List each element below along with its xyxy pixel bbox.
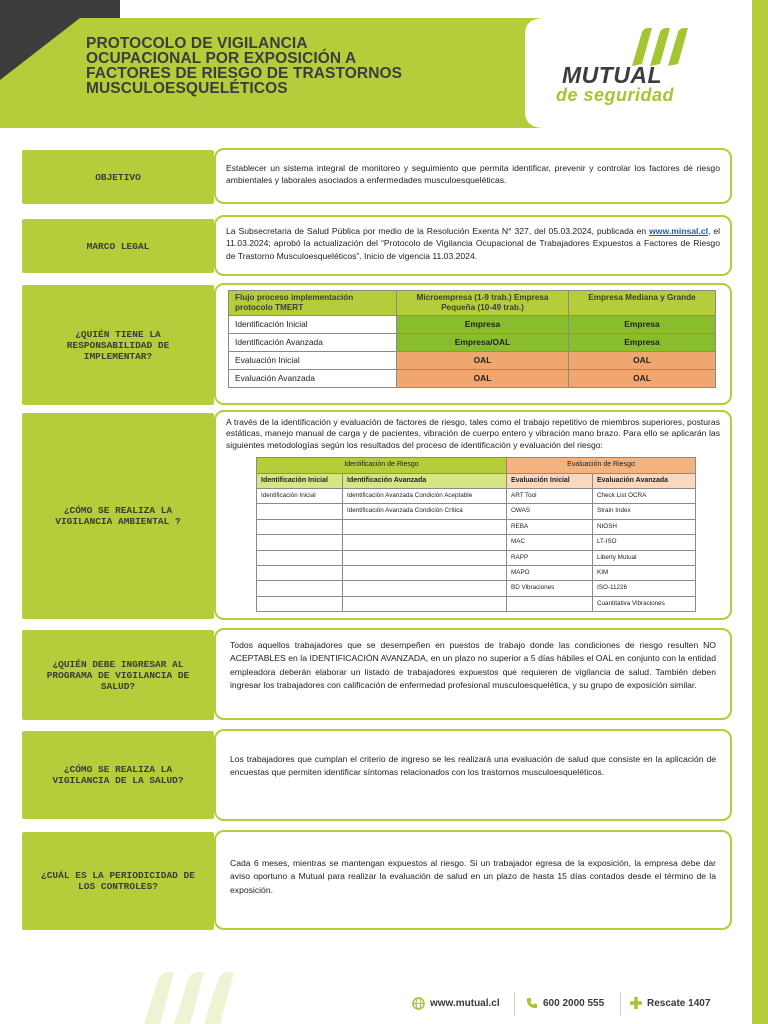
- table-cell: [257, 596, 343, 611]
- table-cell: REBA: [507, 519, 593, 534]
- table-group-header: Evaluación de Riesgo: [507, 458, 696, 473]
- table-cell: OAL: [397, 370, 569, 388]
- table-cell: [343, 581, 507, 596]
- section-box-ingreso: [214, 628, 732, 720]
- minsal-link[interactable]: www.minsal.cl: [649, 226, 708, 236]
- table-cell: [257, 566, 343, 581]
- table-cell: Cuantitativa Vibraciones: [593, 596, 696, 611]
- logo-subtitle: de seguridad: [556, 85, 675, 105]
- table-cell: ISO-11226: [593, 581, 696, 596]
- table-cell: BD Vibraciones: [507, 581, 593, 596]
- vigilancia-ambiental-text: A través de la identificación y evaluación de factores de riesgo, tales como el trabajo repetitivo de miembros superiores, posturas estáticas, manejo manual de carga y de pacientes, vibración de cuerpo entero y vibración mano brazo. Para ello se aplicarán las siguientes metodologías según los resultados del proceso de identificación y evaluación del riesgo:: [226, 417, 720, 450]
- section-box-vigilancia-salud: [214, 729, 732, 821]
- table-header-cell: Identificación Avanzada: [343, 473, 507, 488]
- table-row: [257, 535, 696, 550]
- table-cell: Empresa: [569, 316, 716, 334]
- table-cell: Identificación Avanzada Condición Aceptable: [343, 489, 507, 504]
- footer: [0, 990, 768, 1020]
- table-row: [229, 352, 716, 370]
- marco-legal-text-end: , el 11.03.2024; aprobó la actualización del “Protocolo de Vigilancia Ocupacional de Trabajadores Expuestos a Factores de Riesgo de Trastorno Musculoesqueléticos”. Inicio de vigencia 11.03.2024.: [226, 226, 721, 261]
- table-cell: LT-ISO: [593, 535, 696, 550]
- footer-web-label: www.mutual.cl: [430, 998, 500, 1009]
- table-row: [257, 489, 696, 504]
- table-cell: [257, 519, 343, 534]
- table-cell: MAPO: [507, 566, 593, 581]
- table-cell: Empresa/OAL: [397, 334, 569, 352]
- table-cell: Identificación Inicial: [257, 489, 343, 504]
- table-row: [257, 519, 696, 534]
- title-line: FACTORES DE RIESGO DE TRASTORNOS: [86, 65, 403, 82]
- table-cell: Evaluación Inicial: [229, 352, 397, 370]
- table-cell: Identificación Inicial: [229, 316, 397, 334]
- table-cell: MAC: [507, 535, 593, 550]
- footer-web[interactable]: [412, 997, 500, 1010]
- table-cell: Empresa: [397, 316, 569, 334]
- table-header-cell: Microempresa (1-9 trab.) Empresa Pequeña (10-49 trab.): [397, 291, 569, 316]
- table-cell: [257, 581, 343, 596]
- table-row: [257, 596, 696, 611]
- table-cell: OAL: [569, 352, 716, 370]
- table-cell: [343, 596, 507, 611]
- marco-legal-text-start: La Subsecretaria de Salud Pública por medio de la Resolución Exenta N° 327, del 05.03.2024, publicada en: [226, 226, 650, 236]
- table-row: [229, 370, 716, 388]
- table-cell: OWAS: [507, 504, 593, 519]
- table-cell: Strain Index: [593, 504, 696, 519]
- section-label-objetivo: OBJETIVO: [22, 150, 214, 204]
- globe-icon: [412, 997, 425, 1010]
- section-label-vigilancia-ambiental: ¿CÓMO SE REALIZA LA VIGILANCIA AMBIENTAL ?: [22, 413, 214, 619]
- section-box-responsabilidad: [214, 283, 732, 405]
- section-label-periodicidad: ¿CUÁL ES LA PERIODICIDAD DE LOS CONTROLES?: [22, 832, 214, 930]
- title-line: MUSCULOESQUELÉTICOS: [86, 80, 288, 97]
- phone-icon: [526, 997, 538, 1009]
- plus-icon: [630, 997, 642, 1009]
- table-cell: [257, 504, 343, 519]
- table-cell: Empresa: [569, 334, 716, 352]
- table-cell: KIM: [593, 566, 696, 581]
- table-header-cell: Evaluación Avanzada: [593, 473, 696, 488]
- table-cell: Identificación Avanzada Condición Crítica: [343, 504, 507, 519]
- table-cell: [343, 519, 507, 534]
- table-cell: [343, 535, 507, 550]
- table-row: [257, 581, 696, 596]
- methodology-table: [256, 457, 696, 612]
- logo-wordmark: MUTUAL: [562, 62, 663, 88]
- marco-legal-text: [226, 225, 720, 262]
- section-box-periodicidad: [214, 830, 732, 930]
- table-row: [257, 550, 696, 565]
- page-title: [86, 36, 426, 96]
- footer-phone-label: 600 2000 555: [543, 997, 605, 1009]
- objetivo-text: Establecer un sistema integral de monitoreo y seguimiento que permita identificar, prevenir y controlar los factores de riesgo ambientales y laborales asociados a enfermedades musculoesqueléticas.: [226, 163, 720, 186]
- table-header-cell: Identificación Inicial: [257, 473, 343, 488]
- table-row: [257, 566, 696, 581]
- footer-rescate[interactable]: [630, 997, 710, 1009]
- table-row: [257, 504, 696, 519]
- table-cell: Evaluación Avanzada: [229, 370, 397, 388]
- title-line: OCUPACIONAL POR EXPOSICIÓN A: [86, 50, 357, 67]
- table-cell: Check List OCRA: [593, 489, 696, 504]
- table-cell: OAL: [569, 370, 716, 388]
- table-header-cell: Empresa Mediana y Grande: [569, 291, 716, 316]
- footer-rescate-label: Rescate 1407: [647, 997, 711, 1009]
- footer-divider: [514, 992, 515, 1016]
- table-cell: [343, 550, 507, 565]
- section-label-responsabilidad: ¿QUIÉN TIENE LA RESPONSABILIDAD DE IMPLEMENTAR?: [22, 285, 214, 405]
- table-row: [229, 334, 716, 352]
- responsibility-table: [228, 290, 716, 388]
- section-label-vigilancia-salud: ¿CÓMO SE REALIZA LA VIGILANCIA DE LA SALUD?: [22, 731, 214, 819]
- footer-phone[interactable]: [526, 997, 604, 1009]
- table-header-cell: Flujo proceso implementación protocolo TMERT: [229, 291, 397, 316]
- table-group-header: Identificación de Riesgo: [257, 458, 507, 473]
- table-cell: [343, 566, 507, 581]
- table-cell: RAPP: [507, 550, 593, 565]
- table-cell: OAL: [397, 352, 569, 370]
- vigilancia-salud-text: Los trabajadores que cumplan el criterio de ingreso se les realizará una evaluación de salud que consiste en la aplicación de encuestas que permiten identificar síntomas relacionados con los trastornos musculoesqueléticos.: [230, 754, 716, 778]
- table-cell: [507, 596, 593, 611]
- section-label-marco-legal: MARCO LEGAL: [22, 219, 214, 273]
- ingreso-text: Todos aquellos trabajadores que se desempeñen en puestos de trabajo donde las condiciones de riesgo resulten NO ACEPTABLES en la IDENTIFICACIÓN AVANZADA, en un plazo no superior a 5 días hábiles el OAL en conjunto con la entidad empleadora deberán elaborar un listado de trabajadores expuestos que requieren de vigilancia de salud. También deben ingresar los trabajadores con calificación de enfermedad profesional musculoesquelética, y su grupo de exposición similar.: [230, 640, 716, 691]
- periodicidad-text: Cada 6 meses, mientras se mantengan expuestos al riesgo. Si un trabajador egresa de la exposición, la empresa debe dar aviso oportuno a Mutual para realizar la evaluación de salud en un plazo de hasta 15 días contados desde el término de la exposición.: [230, 858, 716, 895]
- table-header-row: [229, 291, 716, 316]
- table-cell: [257, 550, 343, 565]
- section-box-marco-legal: [214, 215, 732, 276]
- table-cell: ART Tool: [507, 489, 593, 504]
- table-cell: NIOSH: [593, 519, 696, 534]
- section-label-ingreso: ¿QUIÉN DEBE INGRESAR AL PROGRAMA DE VIGILANCIA DE SALUD?: [22, 630, 214, 720]
- table-header-row: [257, 473, 696, 488]
- title-line: PROTOCOLO DE VIGILANCIA: [86, 35, 308, 52]
- section-box-objetivo: [214, 148, 732, 204]
- mutual-logo: [552, 26, 712, 116]
- footer-divider: [620, 992, 621, 1016]
- section-box-vigilancia-ambiental: [214, 410, 732, 620]
- table-header-cell: Evaluación Inicial: [507, 473, 593, 488]
- table-cell: Liberty Mutual: [593, 550, 696, 565]
- table-cell: Identificación Avanzada: [229, 334, 397, 352]
- table-cell: [257, 535, 343, 550]
- table-group-header-row: [257, 458, 696, 473]
- right-accent-strip: [752, 0, 768, 1024]
- table-row: [229, 316, 716, 334]
